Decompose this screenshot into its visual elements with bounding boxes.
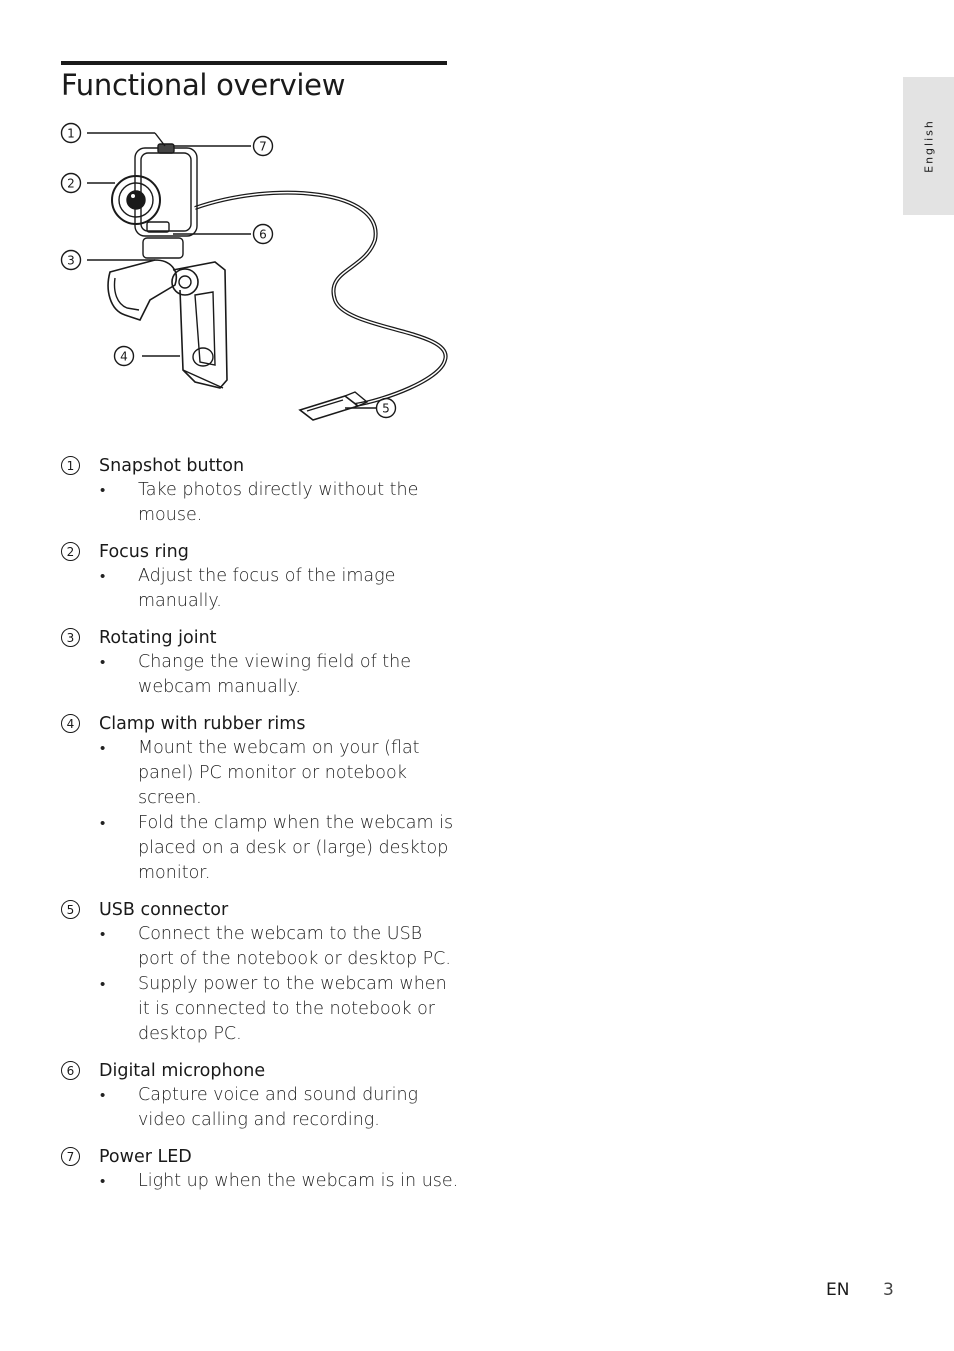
webcam-diagram (55, 120, 455, 430)
callout-4: 4 (120, 349, 128, 364)
feature-bullet (61, 478, 461, 528)
feature-heading (61, 453, 461, 478)
bullet-text: Supply power to the webcam when it is connected to the notebook or desktop PC. (138, 974, 447, 1044)
feature-name: Digital microphone (99, 1060, 266, 1081)
feature-bullet (61, 1083, 461, 1133)
bullet-dot: • (100, 481, 106, 499)
feature-bullets (61, 1083, 461, 1133)
feature-name: Power LED (99, 1146, 192, 1167)
bullet-text: Change the viewing field of the webcam manually. (138, 652, 412, 697)
bullet-text: Adjust the focus of the image manually. (138, 566, 396, 611)
feature-item (61, 539, 461, 614)
feature-name: USB connector (99, 899, 229, 920)
feature-number: 2 (61, 542, 80, 561)
feature-heading (61, 1144, 461, 1169)
feature-name: Clamp with rubber rims (99, 713, 306, 734)
bullet-dot: • (100, 814, 106, 832)
feature-bullets (61, 564, 461, 614)
callout-1: 1 (67, 126, 75, 141)
feature-list (61, 453, 461, 1205)
bullet-text: Fold the clamp when the webcam is placed on a desk or (large) desktop monitor. (138, 813, 454, 883)
page-title: Functional overview (61, 68, 346, 102)
feature-heading (61, 1058, 461, 1083)
feature-bullets (61, 478, 461, 528)
feature-name: Rotating joint (99, 627, 217, 648)
feature-name: Focus ring (99, 541, 189, 562)
feature-bullet (61, 736, 461, 811)
bullet-dot: • (100, 1086, 106, 1104)
bullet-dot: • (100, 1172, 106, 1190)
feature-number: 5 (61, 900, 80, 919)
feature-heading (61, 539, 461, 564)
feature-heading (61, 897, 461, 922)
feature-bullets (61, 1169, 461, 1194)
bullet-dot: • (100, 975, 106, 993)
feature-item (61, 1144, 461, 1194)
feature-number: 1 (61, 456, 80, 475)
title-rule (61, 61, 447, 65)
bullet-dot: • (100, 925, 106, 943)
feature-item (61, 453, 461, 528)
bullet-text: Light up when the webcam is in use. (138, 1171, 459, 1191)
page-number: 3 (883, 1280, 894, 1300)
language-tab-label: English (922, 119, 935, 173)
bullet-dot: • (100, 739, 106, 757)
feature-bullet (61, 811, 461, 886)
feature-number: 6 (61, 1061, 80, 1080)
feature-bullet (61, 972, 461, 1047)
feature-item (61, 1058, 461, 1133)
bullet-text: Take photos directly without the mouse. (138, 480, 419, 525)
feature-number: 3 (61, 628, 80, 647)
feature-bullet (61, 1169, 461, 1194)
bullet-text: Capture voice and sound during video calling and recording. (138, 1085, 419, 1130)
bullet-dot: • (100, 567, 106, 585)
feature-item (61, 625, 461, 700)
feature-bullet (61, 922, 461, 972)
feature-item (61, 711, 461, 886)
feature-heading (61, 711, 461, 736)
callout-6: 6 (259, 227, 267, 242)
bullet-dot: • (100, 653, 106, 671)
callout-3: 3 (67, 253, 75, 268)
feature-bullets (61, 736, 461, 886)
feature-bullet (61, 650, 461, 700)
feature-heading (61, 625, 461, 650)
bullet-text: Connect the webcam to the USB port of the notebook or desktop PC. (138, 924, 451, 969)
feature-bullets (61, 922, 461, 1047)
feature-bullet (61, 564, 461, 614)
bullet-text: Mount the webcam on your (flat panel) PC monitor or notebook screen. (138, 738, 420, 808)
feature-number: 7 (61, 1147, 80, 1166)
feature-number: 4 (61, 714, 80, 733)
feature-bullets (61, 650, 461, 700)
language-tab (903, 77, 954, 215)
feature-item (61, 897, 461, 1047)
footer-language: EN (826, 1280, 850, 1300)
callout-2: 2 (67, 176, 75, 191)
callout-5: 5 (382, 401, 390, 416)
callout-7: 7 (259, 139, 267, 154)
feature-name: Snapshot button (99, 455, 245, 476)
